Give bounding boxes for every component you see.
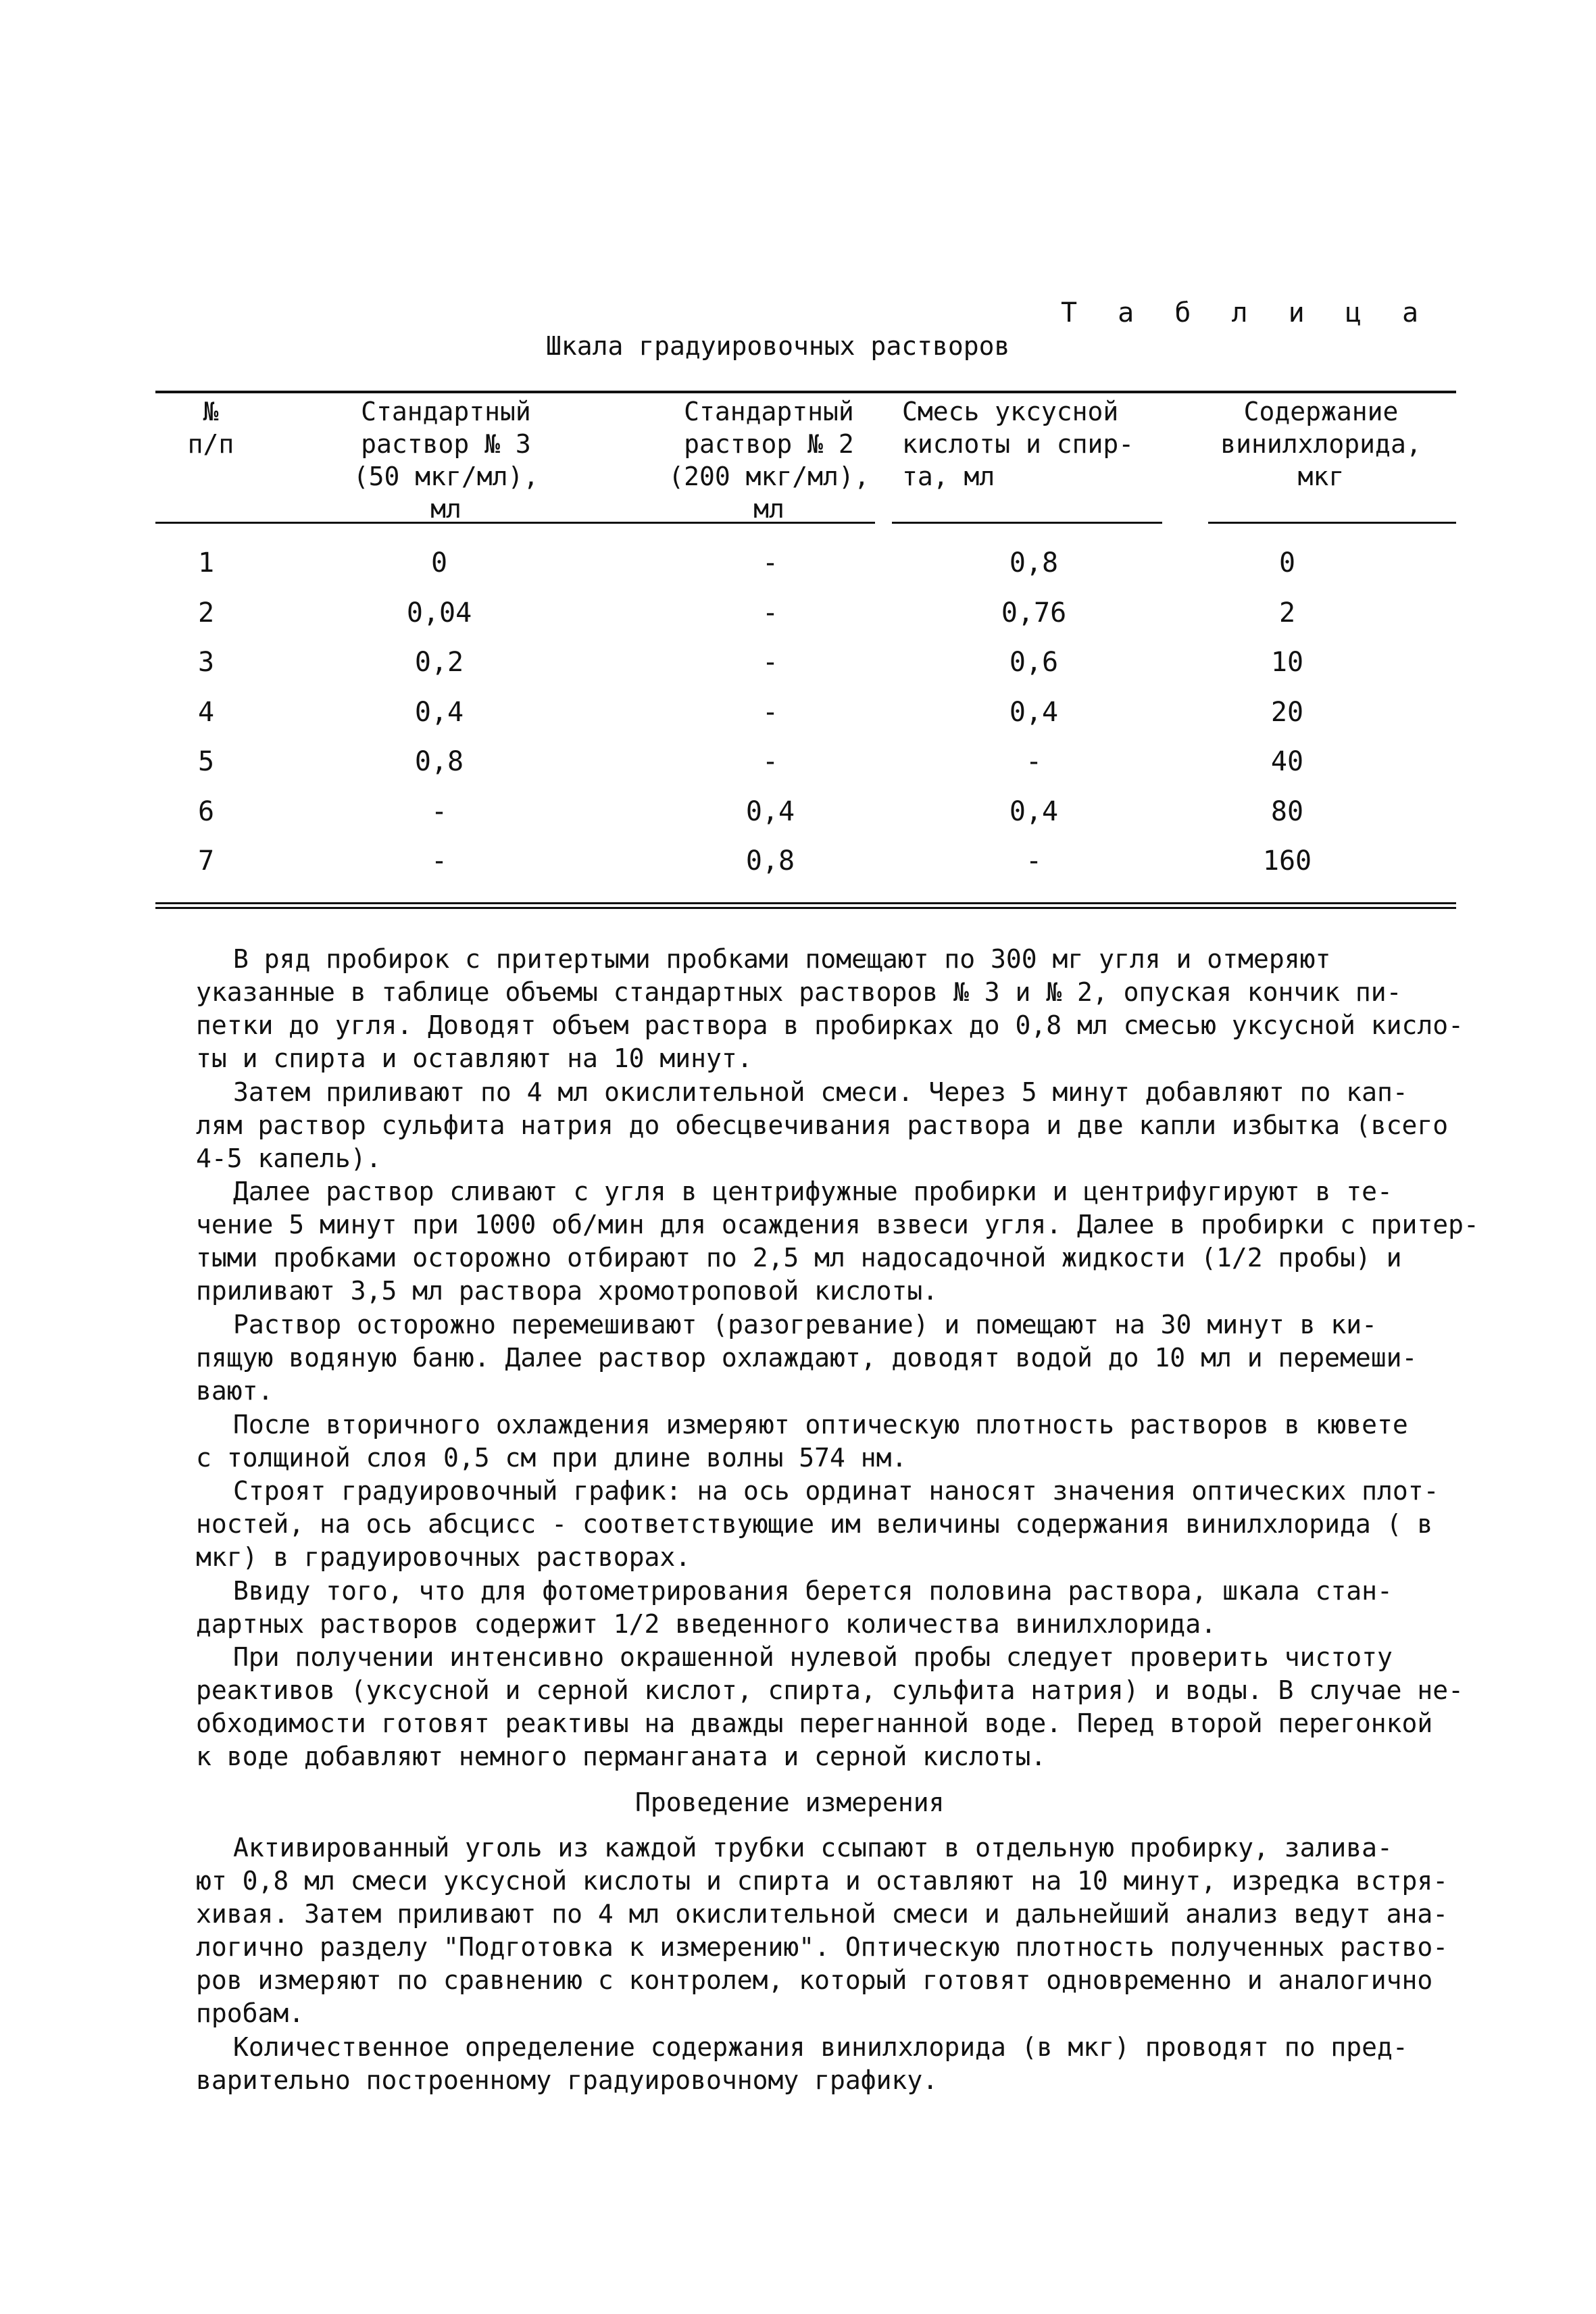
table-cell: 4	[197, 696, 215, 728]
header-line: №	[203, 397, 219, 426]
table-cell: -	[762, 696, 779, 728]
header-line: Стандартный	[361, 397, 531, 426]
header-col-mixture	[902, 395, 1172, 493]
text-line: логично разделу "Подготовка к измерению". Оптическую плотность полученных раство-	[196, 1932, 1449, 1962]
text-line: Количественное определение содержания винилхлорида (в мкг) проводят по пред-	[233, 2032, 1408, 2063]
paragraph	[196, 1308, 1417, 1408]
text-line: пробам.	[196, 1998, 305, 2028]
header-line: раствор № 2	[684, 429, 854, 459]
text-line: Ввиду того, что для фотометрирования берется половина раствора, шкала стан-	[233, 1575, 1393, 1606]
text-line: ты и спирта и оставляют на 10 минут.	[196, 1043, 753, 1073]
text-line: реактивов (уксусной и серной кислот, спирта, сульфита натрия) и воды. В случае не-	[196, 1675, 1464, 1706]
header-line: кислоты и спир-	[902, 429, 1134, 459]
text-line: тыми пробками осторожно отбирают по 2,5 мл надосадочной жидкости (1/2 пробы) и	[196, 1243, 1402, 1273]
text-line: Строят градуировочный график: на ось ординат наносят значения оптических плот-	[233, 1476, 1439, 1506]
header-line: винилхлорида,	[1220, 429, 1422, 459]
table-cell: 0,4	[1009, 696, 1059, 728]
text-line: хивая. Затем приливают по 4 мл окислительной смеси и дальнейший анализ ведут ана-	[196, 1899, 1449, 1929]
paragraph	[196, 1408, 1408, 1475]
header-line: (200 мкг/мл),	[668, 462, 870, 491]
text-line: обходимости готовят реактивы на дважды перегнанной воде. Перед второй перегонкой	[196, 1708, 1433, 1739]
table-cell: 0,4	[414, 696, 464, 728]
text-line: лям раствор сульфита натрия до обесцвечивания раствора и две капли избытка (всего	[196, 1110, 1449, 1140]
table-cell: 0,8	[414, 746, 464, 777]
table-cell: -	[762, 547, 779, 578]
paragraph	[196, 1575, 1393, 1641]
table-cell: 80	[1270, 795, 1304, 827]
table-cell: 0	[430, 547, 448, 578]
table-cell: 1	[197, 547, 215, 578]
header-line: та, мл	[902, 462, 995, 491]
table-cell: 0	[1278, 547, 1296, 578]
table-cell: 7	[197, 845, 215, 877]
paragraph	[196, 1641, 1464, 1773]
table-cell: 0,8	[1009, 547, 1059, 578]
paragraph	[196, 943, 1464, 1075]
text-line: дартных растворов содержит 1/2 введенного количества винилхлорида.	[196, 1608, 1216, 1639]
text-line: ностей, на ось абсцисс - соответствующие им величины содержания винилхлорида ( в	[196, 1509, 1433, 1540]
paragraph	[196, 2031, 1408, 2097]
header-col-content	[1189, 395, 1453, 493]
header-line: (50 мкг/мл),	[353, 462, 539, 491]
text-line: варительно построенному градуировочному графику.	[196, 2065, 939, 2096]
header-underline	[155, 522, 875, 524]
table-label: Т а б л и ц а	[1061, 297, 1431, 328]
table-cell: -	[430, 845, 448, 877]
header-col-std2	[647, 395, 891, 525]
section-heading: Проведение измерения	[635, 1788, 945, 1817]
header-line: Содержание	[1243, 397, 1399, 426]
header-line: Смесь уксусной	[902, 397, 1119, 426]
table-cell: 6	[197, 795, 215, 827]
text-line: указанные в таблице объемы стандартных растворов № 3 и № 2, опуская кончик пи-	[196, 977, 1402, 1007]
text-line: Затем приливают по 4 мл окислительной смеси. Через 5 минут добавляют по кап-	[233, 1077, 1408, 1107]
text-line: В ряд пробирок с притертыми пробками помещают по 300 мг угля и отмеряют	[233, 944, 1331, 974]
table-cell: 0,4	[745, 795, 795, 827]
table-cell: 3	[197, 647, 215, 678]
paragraph	[196, 1831, 1448, 2030]
text-line: Активированный уголь из каждой трубки ссыпают в отдельную пробирку, залива-	[233, 1833, 1393, 1863]
table-bottom-rule	[155, 902, 1456, 904]
table-cell: -	[1025, 746, 1043, 777]
table-cell: -	[762, 597, 779, 629]
table-cell: 2	[1278, 597, 1296, 629]
table-cell: 0,04	[406, 597, 472, 629]
text-line: Раствор осторожно перемешивают (разогревание) и помещают на 30 минут в ки-	[233, 1310, 1377, 1340]
table-cell: 0,4	[1009, 795, 1059, 827]
table-cell: 5	[197, 746, 215, 777]
header-underline	[892, 522, 1162, 524]
header-col-number	[177, 395, 245, 460]
header-line: мкг	[1297, 462, 1345, 491]
text-line: приливают 3,5 мл раствора хромотроповой кислоты.	[196, 1276, 939, 1306]
header-underline	[1208, 522, 1456, 524]
text-line: вают.	[196, 1376, 274, 1406]
table-cell: 20	[1270, 696, 1304, 728]
text-line: Далее раствор сливают с угля в центрифужные пробирки и центрифугируют в те-	[233, 1177, 1393, 1207]
text-line: чение 5 минут при 1000 об/мин для осаждения взвеси угля. Далее в пробирки с притер-	[196, 1210, 1479, 1240]
table-cell: 2	[197, 597, 215, 629]
table-cell: -	[762, 746, 779, 777]
table-cell: -	[1025, 845, 1043, 877]
table-cell: -	[762, 647, 779, 678]
text-line: 4-5 капель).	[196, 1143, 382, 1173]
header-line: п/п	[187, 429, 234, 459]
table-cell: -	[430, 795, 448, 827]
header-col-std3	[324, 395, 568, 525]
text-line: мкг) в градуировочных растворах.	[196, 1542, 691, 1573]
table-cell: 0,76	[1001, 597, 1067, 629]
paragraph	[196, 1475, 1439, 1574]
table-top-rule	[155, 391, 1456, 393]
text-line: При получении интенсивно окрашенной нулевой пробы следует проверить чистоту	[233, 1642, 1393, 1673]
table-cell: 0,8	[745, 845, 795, 877]
text-line: ров измеряют по сравнению с контролем, который готовят одновременно и аналогично	[196, 1965, 1433, 1995]
header-line: мл	[753, 494, 784, 524]
table-cell: 40	[1270, 746, 1304, 777]
header-line: Стандартный	[684, 397, 854, 426]
table-cell: 160	[1262, 845, 1312, 877]
text-line: с толщиной слоя 0,5 см при длине волны 574 нм.	[196, 1442, 907, 1473]
text-line: пящую водяную баню. Далее раствор охлаждают, доводят водой до 10 мл и перемеши-	[196, 1343, 1418, 1373]
paragraph	[196, 1076, 1448, 1175]
text-line: к воде добавляют немного перманганата и серной кислоты.	[196, 1742, 1047, 1772]
text-line: ют 0,8 мл смеси уксусной кислоты и спирта и оставляют на 10 минут, изредка встря-	[196, 1866, 1449, 1896]
header-line: раствор № 3	[361, 429, 531, 459]
table-cell: 10	[1270, 647, 1304, 678]
text-line: петки до угля. Доводят объем раствора в пробирках до 0,8 мл смесью уксусной кисло-	[196, 1010, 1464, 1040]
table-cell: 0,2	[414, 647, 464, 678]
text-line: После вторичного охлаждения измеряют оптическую плотность растворов в кювете	[233, 1409, 1408, 1439]
header-line: мл	[430, 494, 462, 524]
paragraph	[196, 1175, 1479, 1308]
table-cell: 0,6	[1009, 647, 1059, 678]
table-bottom-rule	[155, 907, 1456, 909]
table-title: Шкала градуировочных растворов	[546, 331, 1010, 361]
